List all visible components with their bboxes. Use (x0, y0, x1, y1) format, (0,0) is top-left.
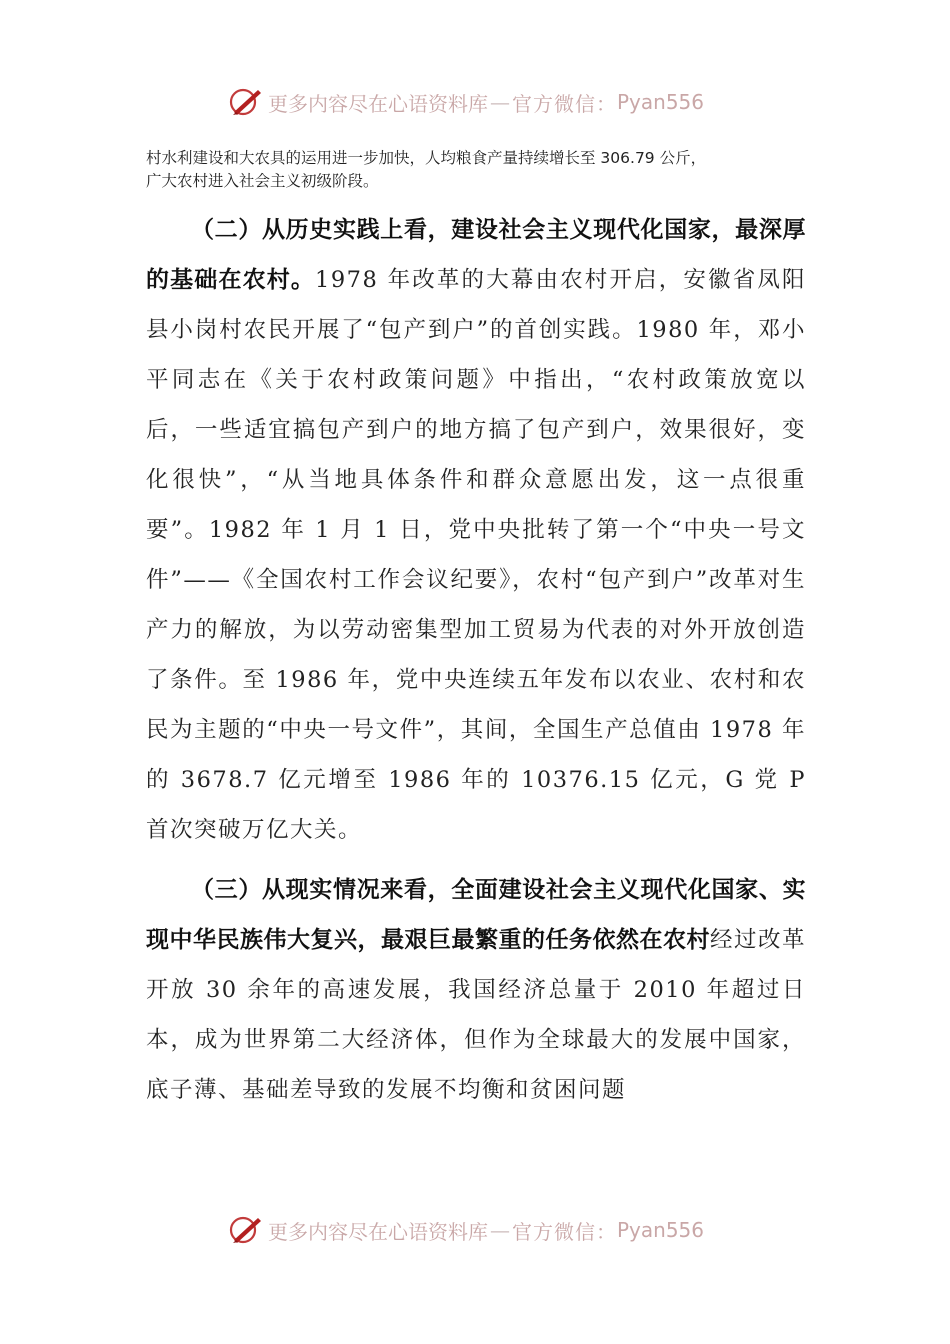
pen-logo-icon (228, 1212, 264, 1248)
fragment-line-1: 村水利建设和大农具的运用进一步加快，人均粮食产量持续增长至 306.79 公斤， (146, 149, 707, 167)
section-3-paragraph (146, 865, 806, 1115)
footer-watermark (228, 1212, 748, 1248)
section-3-body: 经过改革开放 30 余年的高速发展，我国经济总量于 2010 年超过日本，成为世界第二大经济体，但作为全球最大的发展中国家，底子薄、基础差导致的发展不均衡和贫困问题 (146, 927, 807, 1103)
watermark-site: 更多内容尽在心语资料库 (268, 91, 488, 116)
watermark-wechat-id: Pyan556 (617, 90, 705, 114)
watermark-site: 更多内容尽在心语资料库 (268, 1219, 488, 1244)
watermark-dash: — (490, 1218, 510, 1242)
watermark-label: 官方微信： (512, 1219, 617, 1244)
watermark-dash: — (490, 90, 510, 114)
section-2-paragraph (146, 205, 806, 855)
section-3-heading: （三）从现实情况来看，全面建设社会主义现代化国家、实现中华民族伟大复兴，最艰巨最繁重的任务依然在农村 (146, 877, 806, 953)
watermark-wechat-id: Pyan556 (617, 1218, 705, 1242)
document-body (146, 205, 806, 1115)
section-2-heading: （二）从历史实践上看，建设社会主义现代化国家，最深厚的基础在农村。 (146, 217, 806, 293)
header-watermark (228, 84, 748, 120)
pen-logo-icon (228, 84, 264, 120)
section-2-body: 1978 年改革的大幕由农村开启，安徽省凤阳县小岗村农民开展了“包产到户”的首创实践。1980 年，邓小平同志在《关于农村政策问题》中指出，“农村政策放宽以后，一些适宜搞包产到户的地方搞了包产到户，效果很好，变化很快”，“从当地具体条件和群众意愿出发，这一点很重要”。1982 年 1 月 1 日，党中央批转了第一个“中央一号文件”——《全国农村工作会议纪要》，农村“包产到户”改革对生产力的解放，为以劳动密集型加工贸易为代表的对外开放创造了条件。至 1986 年，党中央连续五年发布以农业、农村和农民为主题的“中央一号文件”，其间，全国生产总值由 1978 年的 3678.7 亿元增至 1986 年的 10376.15 亿元，G 党 P 首次突破万亿大关。 (146, 267, 806, 843)
watermark-label: 官方微信： (512, 91, 617, 116)
fragment-line-2: 广大农村进入社会主义初级阶段。 (146, 172, 379, 190)
